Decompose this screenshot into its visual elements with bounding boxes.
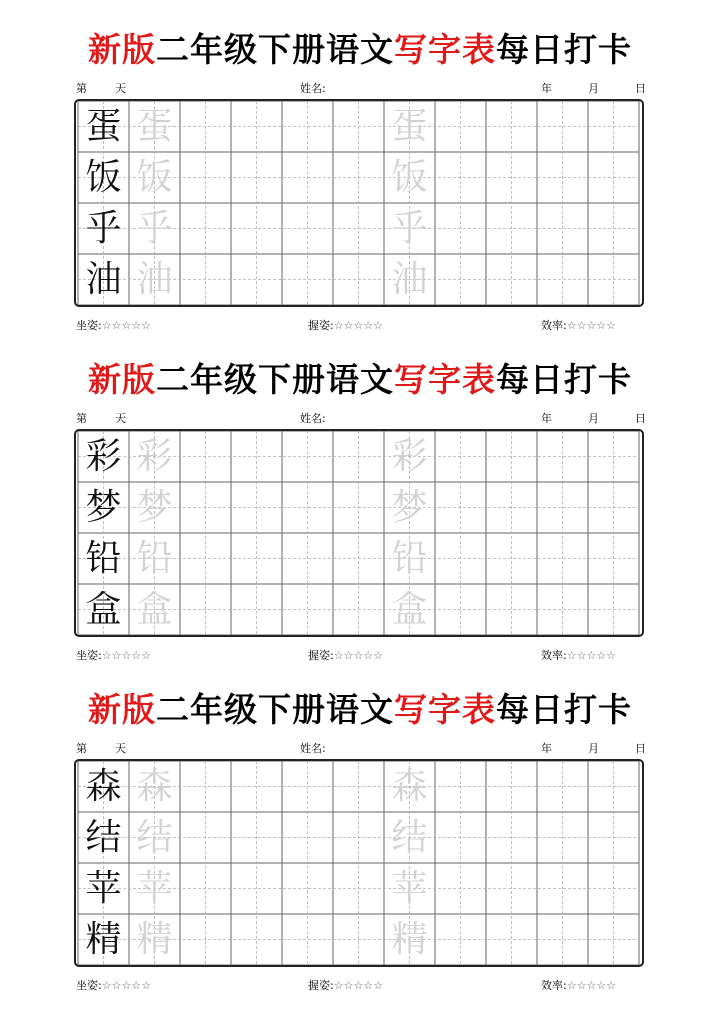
star-icons[interactable]: ☆☆☆☆☆ [101, 649, 152, 662]
trace-character: 蛋 [391, 106, 428, 147]
day-prefix: 第 [76, 742, 87, 755]
posture-rating[interactable] [76, 319, 151, 333]
title-part-grade: 二年级下册语文 [156, 690, 394, 729]
name-label: 姓名: [300, 82, 326, 95]
date-field[interactable] [541, 412, 646, 426]
trace-character: 彩 [136, 436, 173, 477]
date-field[interactable] [541, 82, 646, 96]
model-character: 彩 [85, 436, 122, 477]
month-label: 月 [588, 742, 599, 755]
model-character: 铅 [85, 538, 122, 579]
year-label: 年 [541, 742, 552, 755]
name-label: 姓名: [300, 412, 326, 425]
model-character: 盒 [85, 589, 122, 630]
name-field[interactable] [300, 742, 326, 756]
title-part-grade: 二年级下册语文 [156, 360, 394, 399]
grip-rating[interactable] [308, 319, 383, 333]
trace-character: 饭 [136, 157, 173, 198]
practice-section-3 [0, 688, 720, 1018]
name-field[interactable] [300, 412, 326, 426]
efficiency-rating[interactable] [541, 319, 616, 333]
model-character: 饭 [85, 157, 122, 198]
star-icons[interactable]: ☆☆☆☆☆ [333, 649, 384, 662]
title-part-writing-table: 写字表 [394, 360, 496, 399]
model-character: 苹 [85, 868, 122, 909]
day-suffix: 天 [115, 412, 126, 425]
trace-character: 铅 [391, 538, 428, 579]
title-part-writing-table: 写字表 [394, 30, 496, 69]
star-icons[interactable]: ☆☆☆☆☆ [333, 319, 384, 332]
efficiency-label: 效率: [541, 649, 567, 662]
day-prefix: 第 [76, 82, 87, 95]
posture-label: 坐姿: [76, 979, 102, 992]
date-label: 日 [635, 742, 646, 755]
trace-character: 蛋 [136, 106, 173, 147]
star-icons[interactable]: ☆☆☆☆☆ [566, 319, 617, 332]
trace-character: 苹 [391, 868, 428, 909]
model-character: 蛋 [85, 106, 122, 147]
trace-character: 油 [136, 259, 173, 300]
section-title [0, 358, 720, 402]
star-icons[interactable]: ☆☆☆☆☆ [333, 979, 384, 992]
practice-section-1 [0, 28, 720, 358]
section-title [0, 28, 720, 72]
name-field[interactable] [300, 82, 326, 96]
trace-character: 结 [391, 817, 428, 858]
date-field[interactable] [541, 742, 646, 756]
grip-label: 握姿: [308, 979, 334, 992]
trace-character: 盒 [391, 589, 428, 630]
title-part-grade: 二年级下册语文 [156, 30, 394, 69]
practice-section-2 [0, 358, 720, 688]
day-suffix: 天 [115, 82, 126, 95]
trace-character: 彩 [391, 436, 428, 477]
day-field[interactable] [76, 412, 126, 426]
star-icons[interactable]: ☆☆☆☆☆ [101, 979, 152, 992]
day-suffix: 天 [115, 742, 126, 755]
day-field[interactable] [76, 82, 126, 96]
star-icons[interactable]: ☆☆☆☆☆ [566, 649, 617, 662]
trace-character: 森 [136, 766, 173, 807]
title-part-daily-checkin: 每日打卡 [496, 30, 632, 69]
trace-character: 梦 [391, 487, 428, 528]
trace-character: 森 [391, 766, 428, 807]
posture-rating[interactable] [76, 649, 151, 663]
trace-character: 梦 [136, 487, 173, 528]
trace-character: 精 [136, 919, 173, 960]
model-character: 油 [85, 259, 122, 300]
title-part-daily-checkin: 每日打卡 [496, 690, 632, 729]
title-part-new: 新版 [88, 360, 156, 399]
efficiency-label: 效率: [541, 979, 567, 992]
writing-grid[interactable] [74, 99, 644, 307]
writing-grid[interactable] [74, 429, 644, 637]
day-field[interactable] [76, 742, 126, 756]
trace-character: 精 [391, 919, 428, 960]
month-label: 月 [588, 82, 599, 95]
grip-label: 握姿: [308, 319, 334, 332]
grip-label: 握姿: [308, 649, 334, 662]
grip-rating[interactable] [308, 979, 383, 993]
title-part-new: 新版 [88, 30, 156, 69]
day-prefix: 第 [76, 412, 87, 425]
trace-character: 饭 [391, 157, 428, 198]
efficiency-label: 效率: [541, 319, 567, 332]
trace-character: 盒 [136, 589, 173, 630]
date-label: 日 [635, 412, 646, 425]
year-label: 年 [541, 82, 552, 95]
title-part-daily-checkin: 每日打卡 [496, 360, 632, 399]
grip-rating[interactable] [308, 649, 383, 663]
trace-character: 油 [391, 259, 428, 300]
model-character: 结 [85, 817, 122, 858]
model-character: 乎 [85, 208, 122, 249]
writing-grid[interactable] [74, 759, 644, 967]
efficiency-rating[interactable] [541, 979, 616, 993]
star-icons[interactable]: ☆☆☆☆☆ [101, 319, 152, 332]
trace-character: 结 [136, 817, 173, 858]
trace-character: 铅 [136, 538, 173, 579]
year-label: 年 [541, 412, 552, 425]
posture-label: 坐姿: [76, 319, 102, 332]
star-icons[interactable]: ☆☆☆☆☆ [566, 979, 617, 992]
title-part-writing-table: 写字表 [394, 690, 496, 729]
date-label: 日 [635, 82, 646, 95]
title-part-new: 新版 [88, 690, 156, 729]
model-character: 梦 [85, 487, 122, 528]
trace-character: 苹 [136, 868, 173, 909]
efficiency-rating[interactable] [541, 649, 616, 663]
trace-character: 乎 [136, 208, 173, 249]
name-label: 姓名: [300, 742, 326, 755]
model-character: 森 [85, 766, 122, 807]
trace-character: 乎 [391, 208, 428, 249]
month-label: 月 [588, 412, 599, 425]
posture-rating[interactable] [76, 979, 151, 993]
model-character: 精 [85, 919, 122, 960]
posture-label: 坐姿: [76, 649, 102, 662]
section-title [0, 688, 720, 732]
